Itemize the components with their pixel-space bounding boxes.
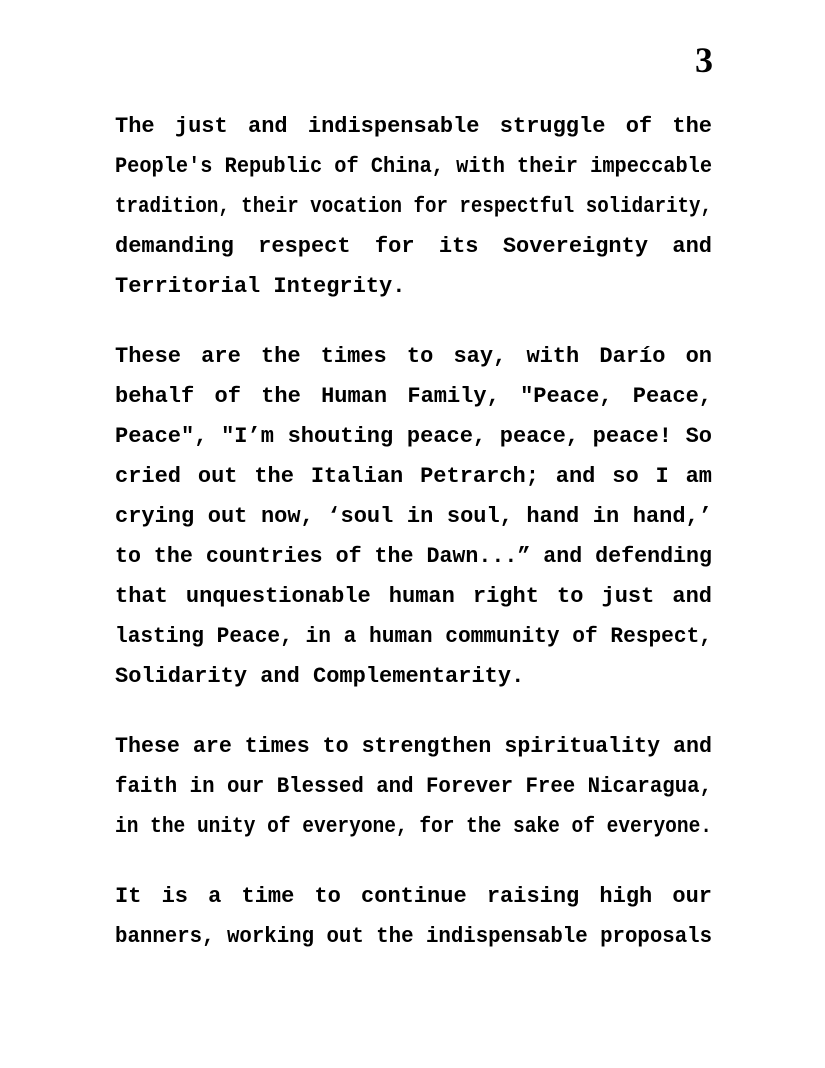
text-line: These are the times to say, with Darío on — [115, 344, 712, 369]
text-line: in the unity of everyone, for the sake of everyone. — [115, 814, 712, 839]
text-line: crying out now, ‘soul in soul, hand in hand,’ — [115, 504, 712, 529]
text-line: tradition, their vocation for respectful solidarity, — [115, 194, 712, 219]
page-number: 3 — [695, 40, 713, 80]
paragraph-2 — [115, 337, 712, 697]
text-line: It is a time to continue raising high our — [115, 884, 712, 909]
text-line: Territorial Integrity. — [115, 274, 406, 299]
paragraph-1 — [115, 107, 712, 307]
text-line: The just and indispensable struggle of the — [115, 114, 712, 139]
text-line: Peace", "I’m shouting peace, peace, peace! So — [115, 424, 712, 449]
document-body — [115, 107, 712, 987]
text-line: People's Republic of China, with their impeccable — [115, 154, 712, 179]
text-line: cried out the Italian Petrarch; and so I am — [115, 464, 712, 489]
text-line: to the countries of the Dawn...” and defending — [115, 544, 712, 569]
text-line: lasting Peace, in a human community of Respect, — [115, 624, 712, 649]
text-line: demanding respect for its Sovereignty and — [115, 234, 712, 259]
text-line: These are times to strengthen spirituality and — [115, 734, 712, 759]
text-line: that unquestionable human right to just and — [115, 584, 712, 609]
text-line: faith in our Blessed and Forever Free Nicaragua, — [115, 774, 712, 799]
text-line: behalf of the Human Family, "Peace, Peace, — [115, 384, 712, 409]
text-line: Solidarity and Complementarity. — [115, 664, 525, 689]
paragraph-3 — [115, 727, 712, 847]
paragraph-4 — [115, 877, 712, 957]
text-line: banners, working out the indispensable proposals — [115, 924, 712, 949]
